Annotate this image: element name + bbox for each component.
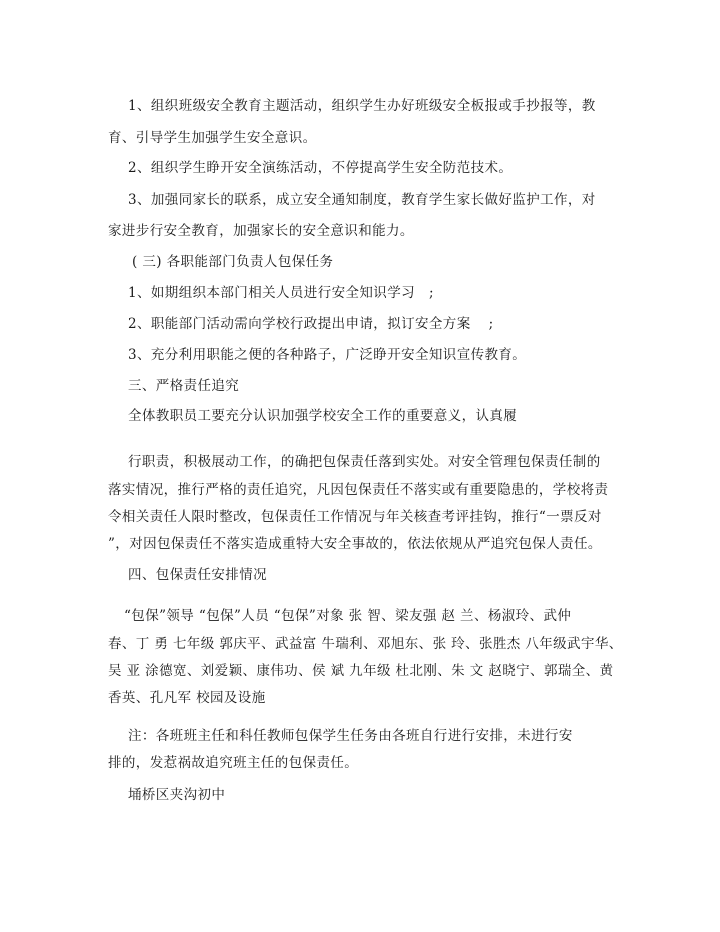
text-line bbox=[128, 315, 494, 333]
text-line bbox=[128, 284, 434, 302]
text-line: 行职责，积极展动工作，的确把包保责任落到实处。对安全管理包保责任制的 bbox=[128, 454, 601, 470]
text-line: 吴 亚 涂德宽、刘爱颖、康伟功、侯 斌 九年级 杜北刚、朱 文 赵晓宁、郭瑞全、黄 bbox=[108, 663, 614, 679]
line-text: 2、职能部门活动需向学校行政提出申请，拟订安全方案 bbox=[128, 316, 471, 332]
text-line: 香英、孔凡军 校园及设施 bbox=[108, 690, 266, 706]
text-line: 2、组织学生睁开安全演练活动，不停提高学生安全防范技术。 bbox=[128, 160, 513, 176]
section-heading: ( 三) 各职能部门负责人包保任务 bbox=[132, 254, 334, 270]
text-line: 育、引导学生加强学生安全意识。 bbox=[108, 130, 317, 146]
text-line: 1、组织班级安全教育主题活动，组织学生办好班级安全板报或手抄报等，教 bbox=[128, 98, 596, 114]
text-line: 落实情况，推行严格的责任追究，凡因包保责任不落实或有重要隐患的，学校将责 bbox=[108, 482, 609, 498]
line-tail: ; bbox=[429, 285, 434, 301]
section-heading: 三、严格责任追究 bbox=[128, 378, 240, 394]
text-line: “包保”领导 “包保”人员 “包保”对象 张 智、梁友强 赵 兰、杨淑玲、武仲 bbox=[124, 608, 572, 624]
text-line: 3、充分利用职能之便的各种路子，广泛睁开安全知识宣传教育。 bbox=[128, 347, 527, 363]
text-line: 春、丁 勇 七年级 郭庆平、武益富 牛瑞利、邓旭东、张 玲、张胜杰 八年级武宇华、 bbox=[108, 636, 623, 652]
text-line: 3、加强同家长的联系，成立安全通知制度，教育学生家长做好监护工作，对 bbox=[128, 192, 596, 208]
text-line: 全体教职员工要充分认识加强学校安全工作的重要意义，认真履 bbox=[128, 408, 518, 424]
text-line: 家进步行安全教育，加强家长的安全意识和能力。 bbox=[108, 223, 414, 239]
line-text: 1、如期组织本部门相关人员进行安全知识学习 bbox=[128, 285, 415, 301]
note-line: 注：各班班主任和科任教师包保学生任务由各班自行进行安排，未进行安 bbox=[128, 728, 573, 744]
signature-school: 埇桥区夹沟初中 bbox=[128, 787, 226, 803]
text-line: ”，对因包保责任不落实造成重特大安全事故的，依法依规从严追究包保人责任。 bbox=[108, 536, 602, 552]
line-tail: ; bbox=[488, 316, 494, 332]
section-heading: 四、包保责任安排情况 bbox=[128, 567, 267, 583]
note-line: 排的，发惹祸故追究班主任的包保责任。 bbox=[108, 755, 359, 771]
text-line: 令相关责任人限时整改，包保责任工作情况与年关核查考评挂钩，推行“一票反对 bbox=[108, 509, 602, 525]
